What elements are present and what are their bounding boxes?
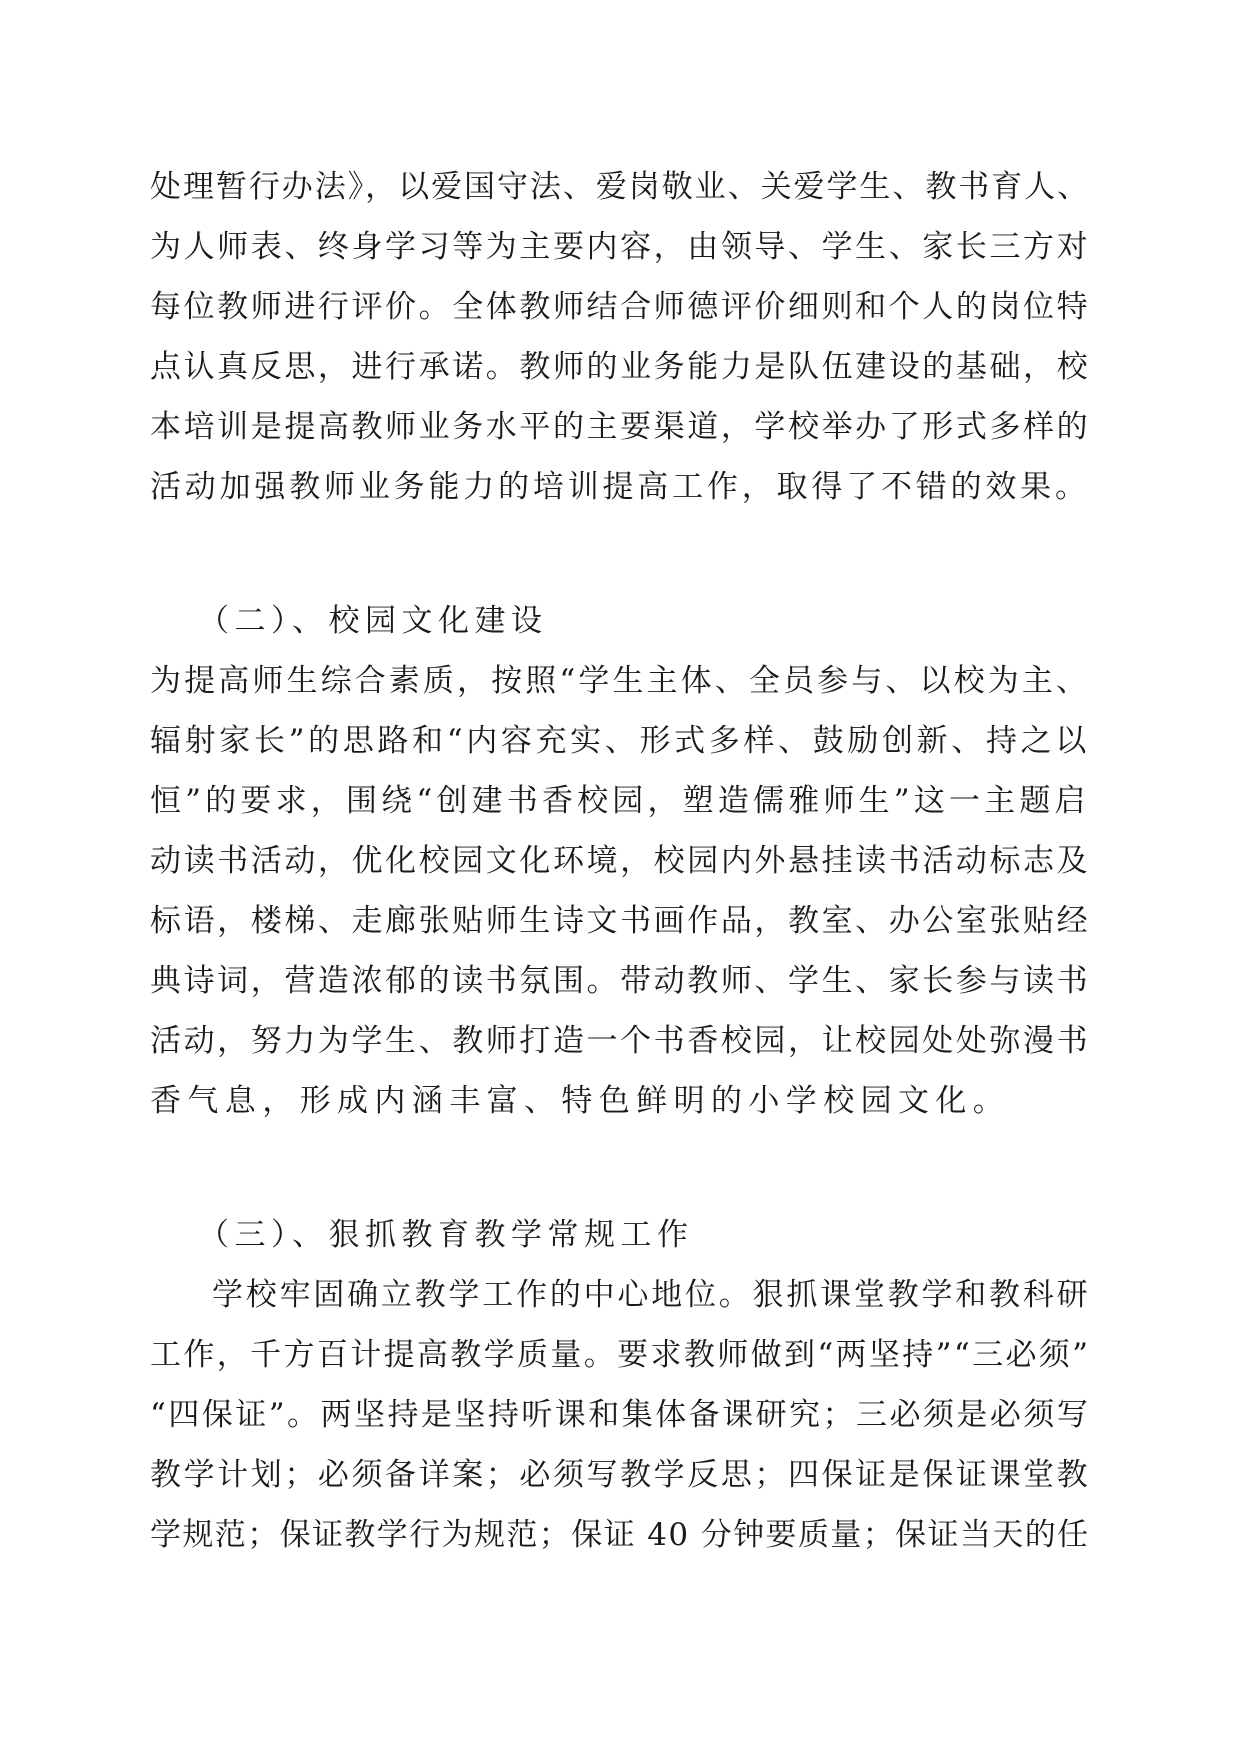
paragraph-line: “四保证”。两坚持是坚持听课和集体备课研究；三必须是必须写 [150, 1397, 1091, 1433]
paragraph-line: 为提高师生综合素质，按照“学生主体、全员参与、以校为主、 [150, 663, 1091, 699]
section-heading-campus-culture: （二）、校园文化建设 [198, 603, 548, 639]
paragraph-line: 典诗词，营造浓郁的读书氛围。带动教师、学生、家长参与读书 [150, 963, 1091, 999]
paragraph-line: 点认真反思，进行承诺。教师的业务能力是队伍建设的基础，校 [150, 349, 1091, 385]
paragraph-line: 动读书活动，优化校园文化环境，校园内外悬挂读书活动标志及 [150, 843, 1091, 879]
paragraph-line: 辐射家长”的思路和“内容充实、形式多样、鼓励创新、持之以 [150, 723, 1090, 759]
paragraph-line: 标语，楼梯、走廊张贴师生诗文书画作品，教室、办公室张贴经 [150, 903, 1091, 939]
paragraph-line: 工作，千方百计提高教学质量。要求教师做到“两坚持”“三必须” [150, 1337, 1091, 1373]
paragraph-line: 处理暂行办法》，以爱国守法、爱岗敬业、关爱学生、教书育人、 [150, 169, 1091, 205]
paragraph-line: 教学计划；必须备详案；必须写教学反思；四保证是保证课堂教 [150, 1457, 1091, 1493]
paragraph-line: 每位教师进行评价。全体教师结合师德评价细则和个人的岗位特 [150, 289, 1091, 325]
paragraph-line: 活动加强教师业务能力的培训提高工作，取得了不错的效果。 [150, 469, 1090, 505]
paragraph-line: 为人师表、终身学习等为主要内容，由领导、学生、家长三方对 [150, 229, 1091, 265]
paragraph-line: 香气息，形成内涵丰富、特色鲜明的小学校园文化。 [150, 1083, 1011, 1119]
paragraph-line: 活动，努力为学生、教师打造一个书香校园，让校园处处弥漫书 [150, 1023, 1091, 1059]
paragraph-line: 本培训是提高教师业务水平的主要渠道，学校举办了形式多样的 [150, 409, 1091, 445]
section-heading-teaching-routine: （三）、狠抓教育教学常规工作 [198, 1217, 694, 1253]
paragraph-line: 学校牢固确立教学工作的中心地位。狠抓课堂教学和教科研 [212, 1277, 1091, 1313]
paragraph-line: 恒”的要求，围绕“创建书香校园，塑造儒雅师生”这一主题启 [150, 783, 1090, 819]
paragraph-line: 学规范；保证教学行为规范；保证 40 分钟要质量；保证当天的任 [150, 1517, 1090, 1553]
